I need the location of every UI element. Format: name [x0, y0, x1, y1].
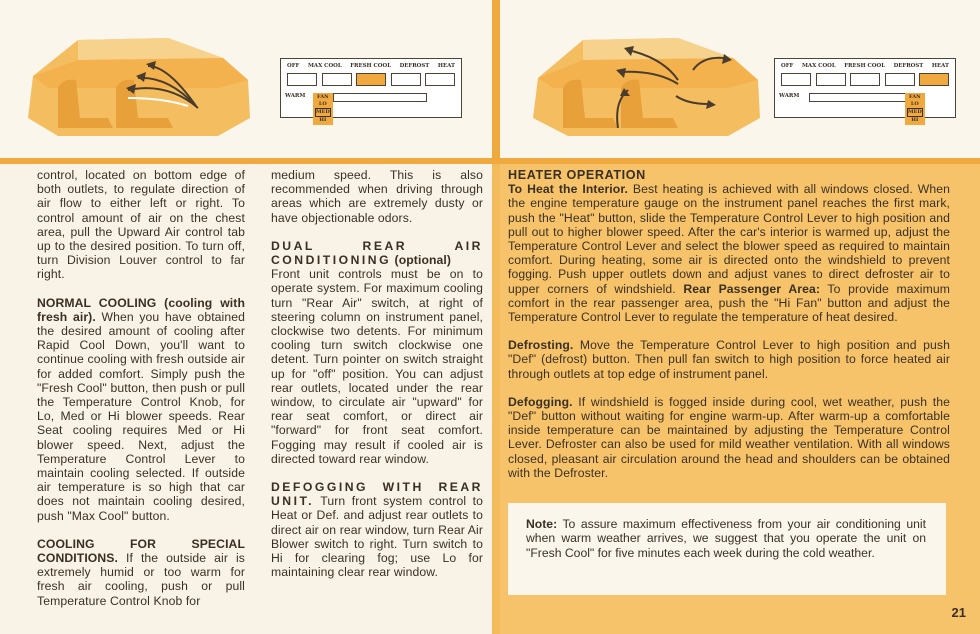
left-button-labels — [287, 63, 455, 69]
dual-rear-body: Front unit controls must be on to operate system. For maximum cooling turn "Rear Air" switch, at right of steering column on instrument panel, clockwise two detents. For minimum cooling turn switch clockwise one detent. Turn pointer on switch straight up for "off" position. You can adjust rear outlets, located under the rear window, to circulate air "upward" for rear seat comfort, or direct air "forward" for front seat comfort. Fogging may result if cooled air is directed toward rear window. — [271, 267, 483, 466]
col1-intro: control, located on bottom edge of both outlets, to regulate direction of air flow to either left or right. To control amount of air on the chest area, pull the Upward Air control tab up to the desired position. To turn off, turn Division Louver control to far right. — [37, 168, 245, 282]
dual-rear-optional: (optional) — [391, 253, 452, 268]
heat-interior-body: Best heating is achieved with all windows closed. When the engine temperature gauge on the instrument panel reaches the first mark, push the "Heat" button, slide the Temperature Control Lever to high position and pull out to higher blower speed. After the car's interior is warmed up, adjust the Temperature Control Lever and select the blower speed as required to maintain comfort. During heating, some air is directed onto the windshield to prevent fogging. Push upper outlets down and adjust vanes to direct defroster air to upper corners of windshield. — [508, 182, 950, 296]
right-fan-med: MED — [908, 109, 922, 115]
defogging-body: If windshield is fogged inside during cool, wet weather, push the "Def" button without waiting for engine warm-up. After warm-up a comfortable inside temperature can be maintained by adjusting the Temperature Control Lever. Defroster can also be used for mild weather ventilation. With all windows closed, pleasant air circulation around the head and shoulders can be obtained with the Defroster. — [508, 394, 950, 480]
note-body: To assure maximum effectiveness from your air conditioning unit when warm weather arrives, we suggest that you operate the unit on "Fresh Cool" for five minutes each week during the cold weather. — [526, 517, 926, 560]
center-strip — [492, 164, 500, 634]
column-2 — [271, 168, 483, 579]
column-1 — [37, 168, 245, 608]
left-fan-label: FAN — [316, 94, 329, 100]
left-fan-hi: HI — [319, 117, 327, 123]
left-label-defrost: DEFROST — [399, 63, 430, 69]
right-label-fresh-cool: FRESH COOL — [844, 63, 885, 69]
heater-operation-heading: HEATER OPERATION — [508, 168, 646, 182]
dual-rear-heading: DUAL REAR AIR CONDITIONING — [271, 238, 483, 268]
left-temperature-slider[interactable] — [333, 93, 427, 102]
right-fan-lo: LO — [910, 101, 919, 107]
right-label-heat: HEAT — [931, 63, 949, 69]
left-button-row — [287, 73, 455, 86]
col2-intro: medium speed. This is also recommended when driving through areas which are extremely dusty or have objectionable odors. — [271, 168, 483, 225]
defog-rear-heading: DEFOGGING WITH REAR UNIT. — [271, 480, 483, 509]
left-fan-lo: LO — [318, 101, 327, 107]
defrosting-heading: Defrosting. — [508, 338, 574, 353]
defrosting-paragraph — [508, 338, 950, 381]
rear-passenger-heading: Rear Passenger Area: — [683, 281, 820, 296]
left-fan-switch[interactable] — [313, 93, 333, 125]
rear-passenger-body: To provide maximum comfort in the rear passenger area, push the "Hi Fan" button and adjust the Temperature Control Lever to regulate the temperature of heat desired. — [508, 281, 950, 325]
column-3 — [508, 168, 950, 480]
left-defrost-key[interactable] — [391, 73, 421, 86]
heat-interior-paragraph — [508, 182, 950, 324]
left-max-cool-key[interactable] — [322, 73, 352, 86]
defogging-paragraph — [508, 395, 950, 480]
dual-rear-heading-line — [271, 239, 483, 267]
normal-cooling-heading: NORMAL COOLING (cooling with fresh air). — [37, 295, 245, 324]
left-control-panel — [280, 58, 462, 123]
defog-rear-body: Turn front system control to Heat or Def. and adjust rear outlets to direct air on rear window, turn Rear Air Blower switch to right. Turn switch to Hi for clearing fog; use Lo for maintaining clear rear window. — [271, 494, 483, 580]
left-off-key[interactable] — [287, 73, 317, 86]
left-fan-med: MED — [316, 109, 330, 115]
right-button-row — [781, 73, 949, 86]
left-label-max-cool: MAX COOL — [307, 63, 342, 69]
defogging-heading: Defogging. — [508, 394, 573, 409]
right-label-max-cool: MAX COOL — [801, 63, 836, 69]
note-paragraph — [526, 517, 926, 560]
car-cooling-illustration — [18, 18, 278, 168]
left-warm-label: WARM — [285, 93, 306, 99]
defrosting-body: Move the Temperature Control Lever to high position and push "Def" (defrost) button. Then pull fan switch to high position to force heated air through outlets at top edge of instrument panel. — [508, 338, 950, 381]
defog-rear-paragraph — [271, 480, 483, 579]
left-fresh-cool-key[interactable] — [356, 73, 386, 86]
right-temperature-slider[interactable] — [809, 93, 907, 102]
left-heat-key[interactable] — [425, 73, 455, 86]
left-label-heat: HEAT — [437, 63, 455, 69]
right-fan-switch[interactable] — [905, 93, 925, 125]
heat-interior-heading: To Heat the Interior. — [508, 182, 628, 197]
right-label-off: OFF — [781, 63, 794, 69]
right-label-defrost: DEFROST — [893, 63, 924, 69]
page-divider — [492, 0, 500, 162]
special-cooling-paragraph — [37, 537, 245, 608]
right-max-cool-key[interactable] — [816, 73, 846, 86]
note-label: Note: — [526, 517, 558, 531]
special-cooling-heading: COOLING FOR SPECIAL CONDITIONS. — [37, 536, 245, 566]
car-heating-illustration — [528, 18, 778, 168]
right-control-panel — [774, 58, 956, 123]
right-fresh-cool-key[interactable] — [850, 73, 880, 86]
left-illustration-strip — [0, 0, 492, 158]
right-fan-label: FAN — [908, 94, 921, 100]
right-off-key[interactable] — [781, 73, 811, 86]
right-heat-key[interactable] — [919, 73, 949, 86]
right-defrost-key[interactable] — [885, 73, 915, 86]
left-label-off: OFF — [287, 63, 300, 69]
right-button-labels — [781, 63, 949, 69]
normal-cooling-body: When you have obtained the desired amount of cooling after Rapid Cool Down, you'll want to continue cooling with fresh outside air for added comfort. Simply push the "Fresh Cool" button, then push or pull the Temperature Control Knob, for Lo, Med or Hi blower speeds. Rear Seat cooling requires Med or Hi blower speed. Next, adjust the Temperature Control Lever to maintain cooling selected. If outside air temperature is so high that car does not maintain cooling desired, push "Max Cool" button. — [37, 309, 245, 523]
left-label-fresh-cool: FRESH COOL — [350, 63, 391, 69]
right-illustration-strip — [500, 0, 980, 158]
normal-cooling-paragraph — [37, 296, 245, 523]
special-cooling-body: If the outside air is extremely humid or too warm for fresh air cooling, push or pull Temperature Control Knob for — [37, 551, 245, 608]
right-fan-hi: HI — [911, 117, 919, 123]
page-number: 21 — [951, 605, 966, 620]
right-warm-label: WARM — [779, 93, 800, 99]
